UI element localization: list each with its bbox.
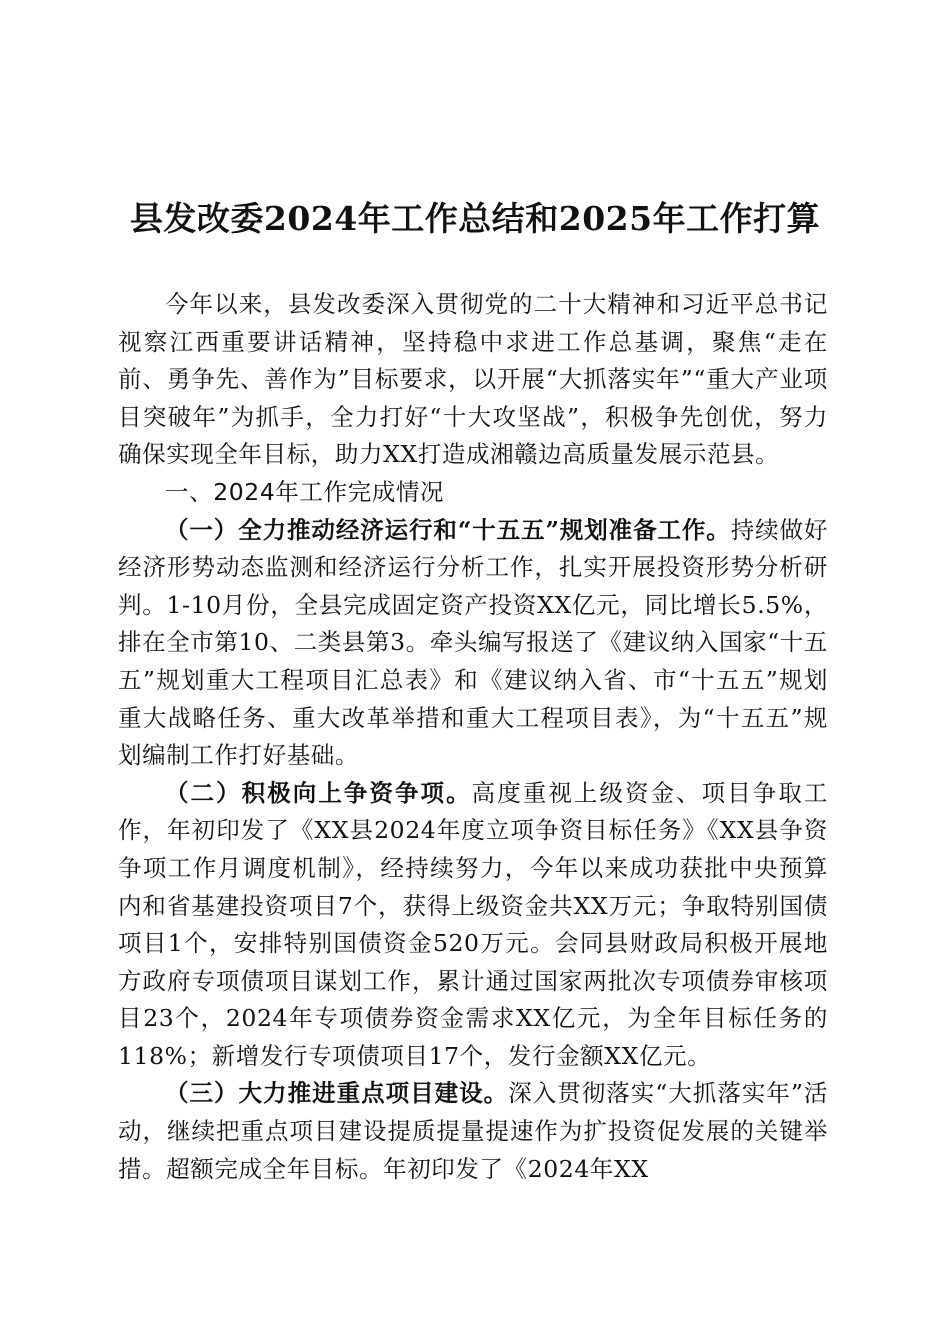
item-3-lead: （三）大力推进重点项目建设。	[165, 1079, 509, 1108]
paragraph-item-3	[118, 1075, 828, 1188]
item-2-text: 高度重视上级资金、项目争取工作，年初印发了《XX县2024年度立项争资目标任务》《XX县争资争项工作月调度机制》，经持续努力，今年以来成功获批中央预算内和省基建投资项目7个，获得上级资金共XX万元；争取特别国债项目1个，安排特别国债资金520万元。会同县财政局积极开展地方政府专项债项目谋划工作，累计通过国家两批次专项债券审核项目23个，2024年专项债券资金需求XX亿元，为全年目标任务的118%；新增发行专项债项目17个，发行金额XX亿元。	[118, 778, 828, 1070]
document-body	[118, 286, 828, 1188]
item-1-lead: （一）全力推动经济运行和“十五五”规划准备工作。	[165, 515, 731, 544]
paragraph-item-2	[118, 775, 828, 1076]
section-heading: 一、2024年工作完成情况	[165, 477, 445, 506]
item-2-lead: （二）积极向上争资争项。	[165, 778, 472, 807]
intro-paragraph: 今年以来，县发改委深入贯彻党的二十大精神和习近平总书记视察江西重要讲话精神，坚持稳中求进工作总基调，聚焦“走在前、勇争先、善作为”目标要求，以开展“大抓落实年”“重大产业项目突破年”为抓手，全力打好“十大攻坚战”，积极争先创优，努力确保实现全年目标，助力XX打造成湘赣边高质量发展示范县。	[118, 290, 828, 469]
item-1-text: 持续做好经济形势动态监测和经济运行分析工作，扎实开展投资形势分析研判。1-10月份，全县完成固定资产投资XX亿元，同比增长5.5%，排在全市第10、二类县第3。牵头编写报送了《建议纳入国家“十五五”规划重大工程项目汇总表》和《建议纳入省、市“十五五”规划重大战略任务、重大改革举措和重大工程项目表》，为“十五五”规划编制工作打好基础。	[118, 515, 828, 770]
item-3-text: 深入贯彻落实“大抓落实年”活动，继续把重点项目建设提质提量提速作为扩投资促发展的关键举措。超额完成全年目标。年初印发了《2024年XX	[118, 1079, 828, 1183]
document-title: 县发改委2024年工作总结和2025年工作打算	[129, 199, 821, 238]
paragraph-item-1	[118, 512, 828, 775]
